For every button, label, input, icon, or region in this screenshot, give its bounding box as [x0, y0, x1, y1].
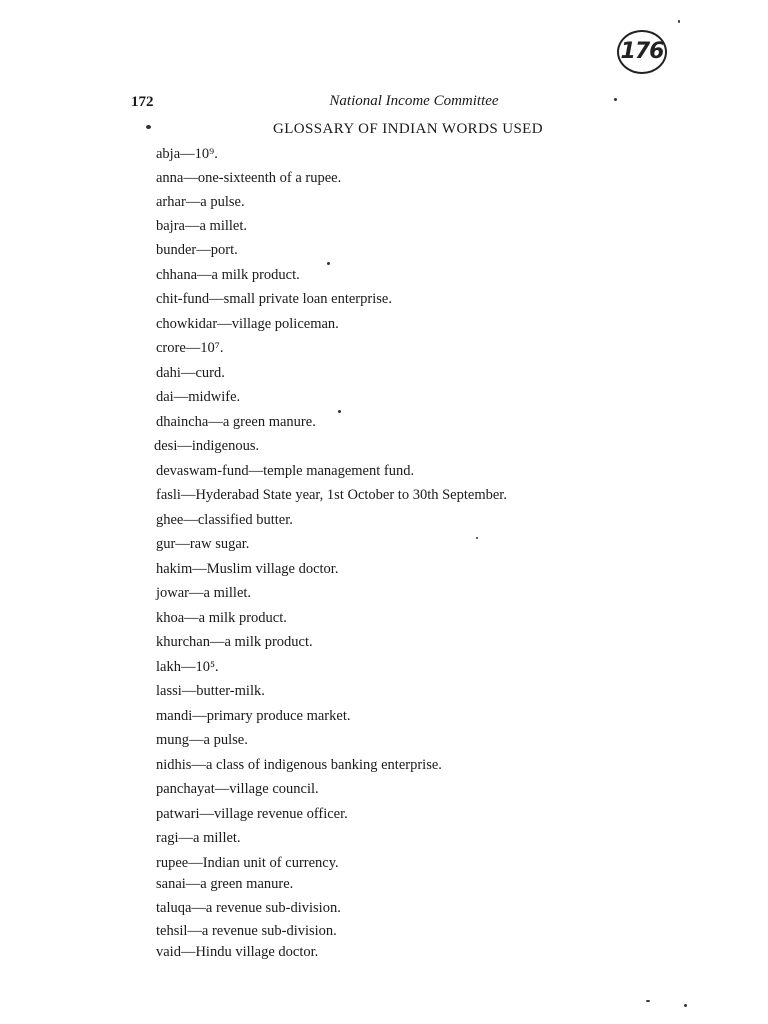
scan-speck — [476, 537, 478, 539]
scan-speck — [678, 20, 680, 23]
glossary-entry: mung—a pulse. — [156, 732, 248, 748]
glossary-entry: taluqa—a revenue sub-division. — [156, 900, 341, 916]
scan-speck — [327, 262, 330, 265]
glossary-entry: panchayat—village council. — [156, 781, 319, 797]
glossary-entry: chowkidar—village policeman. — [156, 316, 339, 332]
glossary-entry: dahi—curd. — [156, 365, 225, 381]
glossary-entry: gur—raw sugar. — [156, 536, 250, 552]
glossary-entry: rupee—Indian unit of currency. — [156, 855, 339, 871]
glossary-entry: ghee—classified butter. — [156, 512, 293, 528]
glossary-entry: vaid—Hindu village doctor. — [156, 944, 319, 960]
glossary-entry: crore—10⁷. — [156, 340, 224, 356]
glossary-entry: jowar—a millet. — [156, 585, 252, 601]
page-stamp — [617, 30, 667, 74]
glossary-entry: anna—one-sixteenth of a rupee. — [156, 170, 342, 186]
glossary-title: GLOSSARY OF INDIAN WORDS USED — [273, 121, 543, 137]
glossary-entry: khoa—a milk product. — [156, 610, 287, 626]
glossary-entry: dhaincha—a green manure. — [156, 414, 316, 430]
glossary-entry: bunder—port. — [156, 242, 238, 258]
scan-speck — [614, 98, 617, 101]
glossary-entry: abja—10⁹. — [156, 146, 218, 162]
running-head: National Income Committee — [329, 93, 499, 109]
glossary-entry: devaswam-fund—temple management fund. — [156, 463, 415, 479]
glossary-entry: ragi—a millet. — [156, 830, 241, 846]
scan-speck — [338, 410, 341, 413]
glossary-entry: chhana—a milk product. — [156, 267, 300, 283]
glossary-entry: bajra—a millet. — [156, 218, 247, 234]
glossary-entry: lakh—10⁵. — [156, 659, 219, 675]
page-number: 172 — [131, 94, 154, 110]
glossary-entry: arhar—a pulse. — [156, 194, 245, 210]
glossary-entry: hakim—Muslim village doctor. — [156, 561, 339, 577]
glossary-entry: patwari—village revenue officer. — [156, 806, 348, 822]
scan-speck — [146, 125, 151, 129]
glossary-entry: desi—indigenous. — [154, 438, 260, 454]
glossary-entry: fasli—Hyderabad State year, 1st October to 30th September. — [156, 487, 507, 503]
glossary-entry: mandi—primary produce market. — [156, 708, 351, 724]
stamp-number: 176 — [620, 39, 664, 64]
glossary-entry: lassi—butter-milk. — [156, 683, 265, 699]
scan-speck — [646, 1000, 650, 1002]
scan-speck — [684, 1004, 687, 1007]
glossary-entry: sanai—a green manure. — [156, 876, 294, 892]
glossary-entry: nidhis—a class of indigenous banking enterprise. — [156, 757, 442, 773]
glossary-entry: khurchan—a milk product. — [156, 634, 313, 650]
glossary-entry: dai—midwife. — [156, 389, 241, 405]
glossary-entry: chit-fund—small private loan enterprise. — [156, 291, 392, 307]
glossary-entry: tehsil—a revenue sub-division. — [156, 923, 337, 939]
